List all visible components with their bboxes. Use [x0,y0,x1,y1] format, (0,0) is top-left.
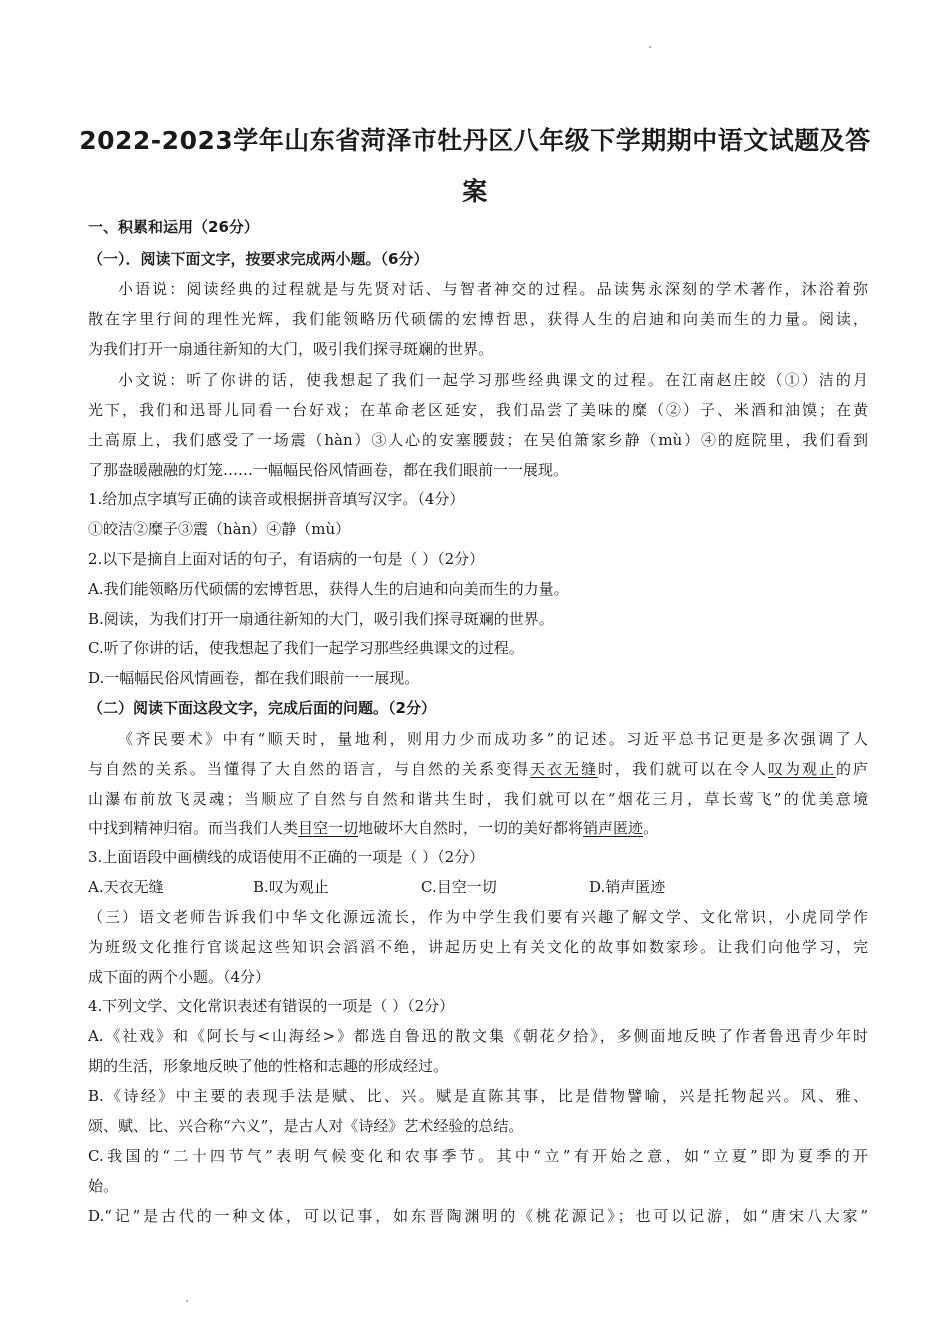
part2-line3: 山瀑布前放飞灵魂；当顺应了自然与自然和谐共生时，我们就可以在“烟花三月，草长莺飞”的优美意境 [88,790,868,808]
part1-p1-line1: 小语说：阅读经典的过程就是与先贤对话、与智者神交的过程。品读隽永深刻的学术著作，沐浴着弥 [118,280,868,298]
part2-line2-text-a: 与自然的关系。当懂得了大自然的语言，与自然的关系变得 [88,760,530,778]
question-3-option-b: B.叹为观止 [253,878,329,896]
part2-line2 [88,759,868,779]
part3-line1: （三）语文老师告诉我们中华文化源远流长，作为中学生我们要有兴趣了解文学、文化常识，小虎同学作 [88,908,868,926]
part2-line2-text-c: 的庐 [835,760,868,778]
question-4-option-d-line1: D.“记”是古代的一种文体，可以记事，如东晋陶渊明的《桃花源记》；也可以记游，如“唐宋八大家” [88,1207,868,1225]
part3-line2: 为班级文化推行官谈起这些知识会滔滔不绝，讲起历史上有关文化的故事如数家珍。让我们向他学习，完 [88,938,868,956]
part2-line1: 《齐民要术》中有“顺天时，量地利，则用力少而成功多”的记述。习近平总书记更是多次强调了人 [118,730,868,748]
part3-line3: 成下面的两个小题。（4分） [88,968,271,986]
idiom-tanwei-guanzhi: 叹为观止 [767,760,836,778]
part2-line4-text-c: 。 [643,819,659,837]
question-4-option-c-line2: 始。 [88,1177,119,1195]
question-1-items: ①皎洁②糜子③震（hàn）④静（mù） [88,520,351,538]
question-4-option-c-line1: C.我国的“二十四节气”表明气候变化和农事季节。其中“立”有开始之意，如“立夏”即为夏季的开 [88,1147,868,1165]
question-2: 2.以下是摘自上面对话的句子，有语病的一句是（ ）（2分） [88,550,485,568]
page-dot-bottom [186,1300,188,1302]
document-title-line2: 案 [462,177,488,206]
part1-p2-line1: 小文说：听了你讲的话，使我想起了我们一起学习那些经典课文的过程。在江南赵庄皎（①）洁的月 [118,371,868,389]
part2-line2-text-b: 时，我们就可以在令人 [597,760,768,778]
part1-p2-line3: 土高原上，我们感受了一场震（hàn）③人心的安塞腰鼓；在吴伯箫家乡静（mù）④的庭院里，我们看到 [88,431,868,449]
question-2-option-c: C.听了你讲的话，使我想起了我们一起学习那些经典课文的过程。 [88,639,524,657]
question-4-option-a-line1: A.《社戏》和《阿长与<山海经>》都选自鲁迅的散文集《朝花夕拾》，多侧面地反映了作者鲁迅青少年时 [88,1027,868,1045]
question-4-option-b-line2: 颂、赋、比、兴合称“六义”，是古人对《诗经》艺术经验的总结。 [88,1117,524,1135]
question-3: 3.上面语段中画横线的成语使用不正确的一项是（ ）（2分） [88,848,485,866]
question-3-option-c: C.目空一切 [421,878,497,896]
question-2-option-a: A.我们能领略历代硕儒的宏博哲思，获得人生的启迪和向美而生的力量。 [88,580,569,598]
question-4-option-b-line1: B.《诗经》中主要的表现手法是赋、比、兴。赋是直陈其事，比是借物譬喻，兴是托物起兴。风、雅、 [88,1087,868,1105]
part2-heading: （二）阅读下面这段文字，完成后面的问题。（2分） [88,699,436,717]
idiom-xiaosheng-niji: 销声匿迹 [583,819,644,837]
part1-heading: （一）．阅读下面文字，按要求完成两小题。（6分） [88,250,429,268]
page-dot-top [649,46,651,48]
part2-line4-text-b: 地破坏大自然时，一切的美好都将 [358,819,584,837]
question-4: 4.下列文学、文化常识表述有错误的一项是（ ）（2分） [88,997,455,1015]
question-3-option-a: A.天衣无缝 [88,878,164,896]
question-3-option-d: D.销声匿迹 [589,878,666,896]
part2-line4 [88,818,868,838]
question-1: 1.给加点字填写正确的读音或根据拼音填写汉字。（4分） [88,490,465,508]
idiom-tianyi-wufeng: 天衣无缝 [529,760,598,778]
idiom-mukong-yiqie: 目空一切 [298,819,359,837]
question-4-option-a-line2: 期的生活，形象地反映了他的性格和志趣的形成经过。 [88,1057,449,1075]
part1-p2-line2: 光下，我们和迅哥儿同看一台好戏；在革命老区延安，我们品尝了美味的糜（②）子、米酒和油馍；在黄 [88,401,868,419]
part1-p1-line2: 散在字里行间的理性光辉，我们能领略历代硕儒的宏博哲思，获得人生的启迪和向美而生的力量。阅读， [88,310,868,328]
question-2-option-b: B.阅读，为我们打开一扇通往新知的大门，吸引我们探寻斑斓的世界。 [88,610,554,628]
part2-line4-text-a: 中找到精神归宿。而当我们人类 [88,819,299,837]
document-title-line1: 2022-2023学年山东省菏泽市牡丹区八年级下学期期中语文试题及答 [79,126,871,155]
section-heading: 一、积累和运用（26分） [88,218,259,236]
question-2-option-d: D.一幅幅民俗风情画卷，都在我们眼前一一展现。 [88,669,420,687]
part1-p2-line4: 了那盎暖融融的灯笼……一幅幅民俗风情画卷，都在我们眼前一一展现。 [88,461,569,479]
part1-p1-line3: 为我们打开一扇通往新知的大门，吸引我们探寻斑斓的世界。 [88,340,494,358]
